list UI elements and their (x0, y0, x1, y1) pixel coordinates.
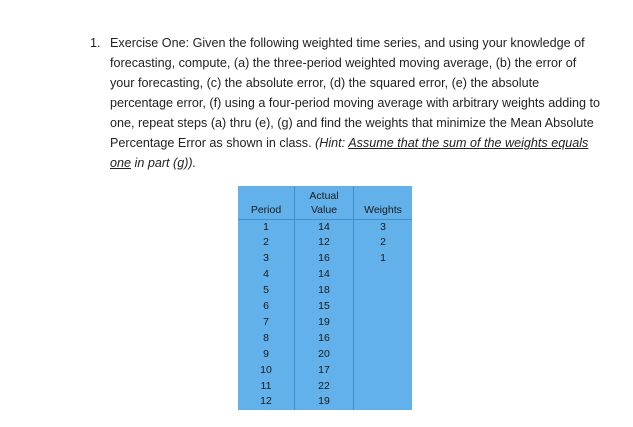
data-table-wrapper (238, 186, 412, 410)
cell-actual-value: 22 (295, 379, 354, 395)
cell-actual-value: 17 (295, 363, 354, 379)
cell-actual-value: 20 (295, 347, 354, 363)
exercise-number: 1. (90, 36, 101, 50)
cell-period: 8 (238, 331, 295, 347)
exercise-one (90, 33, 600, 173)
cell-weight (354, 283, 413, 299)
table-row (238, 379, 412, 395)
cell-period: 3 (238, 251, 295, 267)
cell-actual-value: 14 (295, 267, 354, 283)
hint-suffix: in part (g)). (131, 156, 197, 170)
table-row (238, 283, 412, 299)
exercise-body: Exercise One: Given the following weighted time series, and using your knowledge of forecasting, compute, (a) the three-period weighted moving average, (b) the error of your forecasting, (c) the absolute error, (d) the squared error, (e) the absolute percentage error, (f) using a four-period moving average with arbitrary weights adding to one, repeat steps (a) thru (e), (g) and find the weights that minimize the Mean Absolute Percentage Error as shown in class. (110, 36, 601, 150)
table-row (238, 235, 412, 251)
cell-weight (354, 299, 413, 315)
cell-weight: 2 (380, 236, 386, 249)
cell-actual-value: 18 (295, 283, 354, 299)
table-row (238, 299, 412, 315)
cell-weight (354, 379, 413, 395)
table-row (238, 267, 412, 283)
cell-weight (354, 363, 413, 379)
table-header-row (238, 186, 412, 219)
cell-actual-value: 15 (295, 299, 354, 315)
cell-actual-value: 16 (295, 251, 354, 267)
cell-weight (354, 267, 413, 283)
cell-period: 1 (238, 219, 295, 235)
cell-actual-value: 12 (295, 235, 354, 251)
table-row (238, 347, 412, 363)
header-actual-line1: Actual (309, 189, 339, 202)
table-row (238, 394, 412, 410)
cell-actual-value: 19 (295, 315, 354, 331)
cell-period: 2 (238, 235, 295, 251)
cell-period: 10 (238, 363, 295, 379)
exercise-text (110, 33, 600, 173)
cell-weight: 3 (380, 220, 386, 233)
cell-weight (354, 347, 413, 363)
hint-underlined: Assume that the sum of the weights equals one (110, 136, 589, 170)
table-row (238, 331, 412, 347)
cell-period: 5 (238, 283, 295, 299)
cell-period: 4 (238, 267, 295, 283)
table-row (238, 251, 412, 267)
cell-period: 9 (238, 347, 295, 363)
cell-weight (354, 331, 413, 347)
cell-actual-value: 16 (295, 331, 354, 347)
cell-actual-value: 14 (295, 219, 354, 235)
cell-period: 12 (238, 394, 295, 410)
cell-period: 11 (238, 379, 295, 395)
cell-actual-value: 19 (295, 394, 354, 410)
table-row (238, 363, 412, 379)
header-actual-value (295, 186, 354, 219)
cell-weight: 1 (380, 252, 386, 265)
header-weights: Weights (354, 186, 413, 219)
header-actual-line2: Value (310, 203, 338, 216)
cell-weight (354, 394, 413, 410)
hint-prefix: (Hint: (315, 136, 349, 150)
table-body (238, 219, 412, 410)
table-row (238, 219, 412, 235)
table-row (238, 315, 412, 331)
cell-period: 6 (238, 299, 295, 315)
cell-period: 7 (238, 315, 295, 331)
header-period: Period (238, 186, 295, 219)
cell-weight (354, 315, 413, 331)
time-series-table (238, 186, 412, 410)
